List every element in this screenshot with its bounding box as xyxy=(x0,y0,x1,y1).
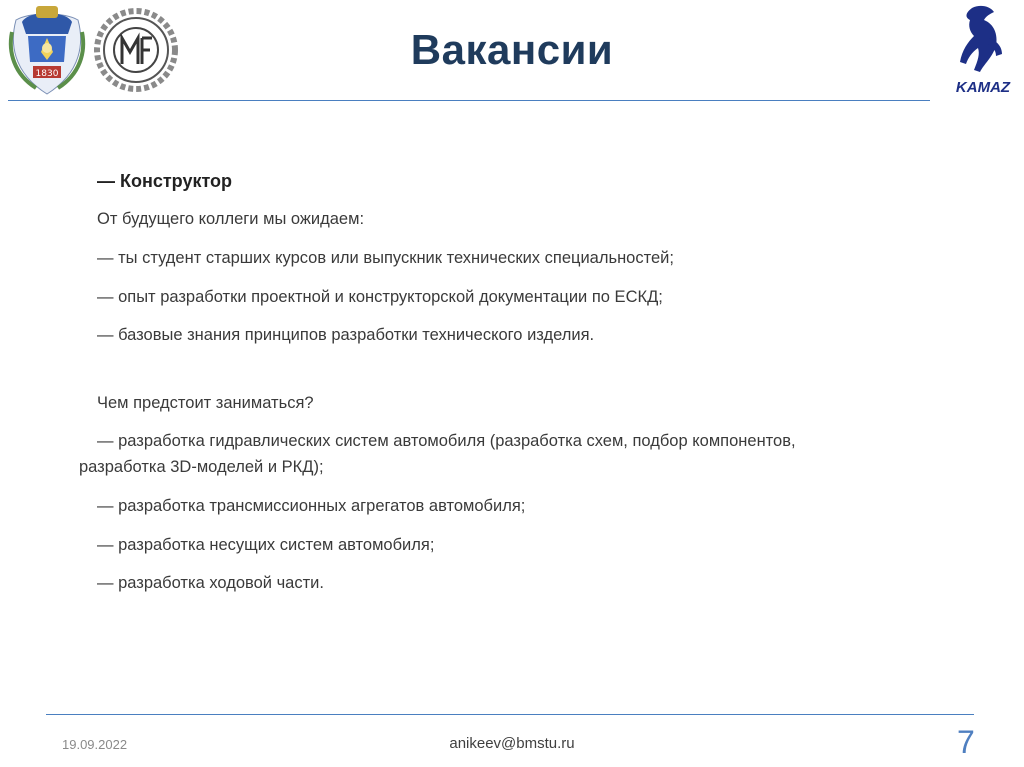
kamaz-logo-text: KAMAZ xyxy=(955,79,1011,96)
footer-divider xyxy=(46,714,974,715)
vacancy-heading: — Конструктор xyxy=(97,171,233,191)
page-title: Вакансии xyxy=(410,26,614,73)
task-item: — разработка гидравлических систем автомобиля (разработка схем, подбор компонентов, xyxy=(97,432,796,450)
task-item: — разработка несущих систем автомобиля; xyxy=(97,536,435,554)
tasks-intro: Чем предстоит заниматься? xyxy=(97,394,314,412)
footer-date: 19.09.2022 xyxy=(62,737,128,752)
crest-year: 1830 xyxy=(35,69,59,79)
expectation-item: — ты студент старших курсов или выпускник технических специальностей; xyxy=(97,249,674,267)
expectation-item: — опыт разработки проектной и конструкторской документации по ЕСКД; xyxy=(97,288,663,306)
header-divider xyxy=(8,100,930,101)
task-item: — разработка ходовой части. xyxy=(97,574,324,592)
expectation-item: — базовые знания принципов разработки технического изделия. xyxy=(97,326,595,344)
expectations-intro: От будущего коллеги мы ожидаем: xyxy=(97,210,365,228)
footer-email: anikeev@bmstu.ru xyxy=(449,735,575,752)
task-item: — разработка трансмиссионных агрегатов автомобиля; xyxy=(97,497,526,515)
page-number: 7 xyxy=(957,724,975,760)
task-item-continuation: разработка 3D-моделей и РКД); xyxy=(79,458,324,476)
kamaz-logo xyxy=(944,2,1022,98)
